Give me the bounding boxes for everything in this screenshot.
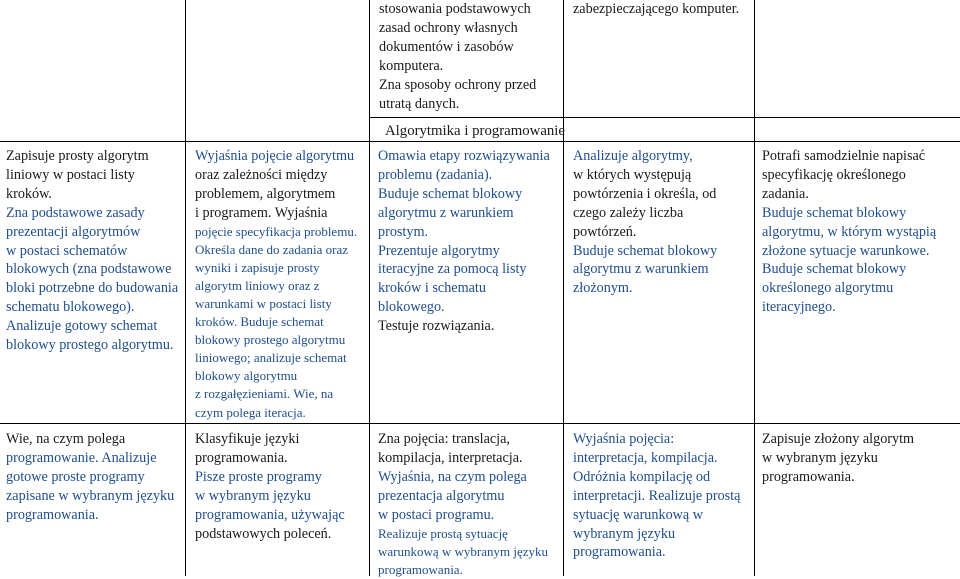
cell-line: gotowe proste programy (6, 468, 145, 485)
cell-line: Analizuje algorytmy, (573, 148, 693, 164)
cell-line: Buduje schemat blokowy (573, 242, 718, 259)
cell-line: interpretacji. Realizuje prostą (573, 487, 741, 504)
cell-line: zabezpieczającego komputer. (573, 1, 740, 17)
cell-line: Zna pojęcia: translacja, (378, 431, 510, 447)
programowanie-col1 (6, 430, 174, 525)
algorytmika-col3 (378, 147, 550, 336)
cell-line: w wybranym języku (762, 449, 878, 466)
cell-line: algorytm liniowy oraz z (195, 277, 320, 293)
cell-line: Zapisuje złożony algorytm (762, 431, 915, 447)
cell-line: programowania. (6, 506, 99, 523)
cell-line: stosowania podstawowych (379, 1, 531, 17)
cell-line: kroków i schematu (378, 280, 486, 297)
cell-line: interpretacja, kompilacja. (573, 449, 718, 466)
cell-line: liniowy w postaci listy (6, 166, 135, 183)
cell-line: blokowych (zna podstawowe (6, 261, 172, 278)
cell-line: blokowego. (378, 299, 445, 316)
cell-line: złożone sytuacje warunkowe. (762, 242, 930, 259)
cell-line: zasad ochrony własnych (379, 19, 518, 36)
cell-line: określonego algorytmu (762, 280, 894, 297)
cell-line: Testuje rozwiązania. (378, 318, 495, 335)
cell-line: bloki potrzebne do budowania (6, 280, 179, 297)
cell-line: w których występują (573, 166, 692, 183)
cell-line: pojęcie specyfikacja problemu. (195, 223, 358, 239)
cell-line: Zna sposoby ochrony przed (379, 76, 537, 93)
cell-line: schematu blokowego). (6, 299, 135, 316)
programowanie-col5 (762, 430, 914, 487)
cell-line: Zna podstawowe zasady (6, 204, 145, 221)
algorytmika-col5 (762, 147, 936, 317)
programowanie-col4 (573, 430, 740, 562)
cell-line: algorytmu, w którym wystąpią (762, 223, 937, 240)
cell-line: Pisze proste programy (195, 468, 322, 485)
cell-line: komputera. (379, 57, 444, 74)
grid-line (0, 141, 960, 142)
cell-line: wyniki i zapisuje prosty (195, 259, 320, 275)
cell-line: blokowy prostego algorytmu (195, 332, 346, 348)
cell-line: z rozgałęzieniami. Wie, na (195, 386, 334, 402)
cell-line: iteracyjne za pomocą listy (378, 261, 527, 278)
algorytmika-col1 (6, 147, 178, 355)
cell-line: kroków. (6, 185, 52, 202)
cell-line: warunkową w wybranym języku (378, 543, 549, 559)
grid-line (0, 423, 960, 424)
cell-line: kompilacja, interpretacja. (378, 449, 523, 466)
cell-line: utratą danych. (379, 95, 460, 112)
algorytmika-col2 (195, 147, 357, 422)
cell-line: Wie, na czym polega (6, 431, 126, 447)
cell-line: Wyjaśnia, na czym polega (378, 468, 527, 485)
cell-line: czego zależy liczba (573, 204, 684, 221)
cell-line: Klasyfikuje języki (195, 431, 300, 447)
cell-line: powtórzenia i określa, od (573, 185, 717, 202)
cell-line: algorytmu z warunkiem (378, 204, 514, 221)
cell-line: prezentacji algorytmów (6, 223, 141, 240)
algorytmika-col4 (573, 147, 717, 298)
top-row-col3 (379, 0, 536, 113)
cell-line: specyfikację określonego (762, 166, 906, 183)
cell-line: warunkami w postaci listy (195, 296, 332, 311)
cell-line: wybranym języku (573, 525, 676, 542)
cell-line: zadania. (762, 185, 809, 202)
cell-line: programowania. (762, 468, 855, 485)
cell-line: Odróżnia kompilację od (573, 468, 711, 485)
cell-line: w postaci schematów (6, 242, 128, 259)
cell-line: Analizuje gotowy schemat (6, 318, 158, 335)
cell-line: Buduje schemat blokowy (378, 185, 523, 202)
cell-line: dokumentów i zasobów (379, 38, 514, 55)
cell-line: prezentacja algorytmu (378, 487, 505, 504)
cell-line: czym polega iteracja. (195, 404, 306, 420)
cell-line: Omawia etapy rozwiązywania (378, 148, 550, 164)
cell-line: Buduje schemat blokowy (762, 261, 907, 278)
cell-line: programowania. (378, 561, 463, 577)
section-header: Algorytmika i programowanie (385, 123, 565, 139)
cell-line: programowania, używając (195, 506, 345, 523)
cell-line: kroków. Buduje schemat (195, 314, 324, 330)
cell-line: prostym. (378, 223, 429, 240)
cell-line: problemem, algorytmem (195, 185, 336, 202)
cell-line: liniowego; analizuje schemat (195, 350, 347, 366)
grid-line (563, 0, 564, 576)
cell-line: w postaci programu. (378, 506, 495, 523)
cell-line: oraz zależności między (195, 166, 328, 183)
cell-line: w wybranym języku (195, 487, 311, 504)
cell-line: problemu (zadania). (378, 166, 493, 183)
grid-line (754, 0, 755, 576)
cell-line: Wyjaśnia pojęcie algorytmu (195, 148, 355, 164)
cell-line: programowania. (573, 544, 666, 561)
cell-line: sytuację warunkową w (573, 506, 704, 523)
cell-line: programowanie. Analizuje (6, 449, 157, 466)
cell-line: blokowy prostego algorytmu. (6, 337, 174, 354)
cell-line: Określa dane do zadania oraz (195, 241, 349, 257)
cell-line: podstawowych poleceń. (195, 525, 332, 542)
programowanie-col3 (378, 430, 548, 579)
cell-line: blokowy algorytmu (195, 368, 298, 384)
top-row-col4 (573, 0, 739, 19)
cell-line: Wyjaśnia pojęcia: (573, 431, 675, 447)
cell-line: programowania. (195, 449, 288, 466)
grid-line (185, 0, 186, 576)
cell-line: iteracyjnego. (762, 299, 836, 316)
grid-line (369, 117, 960, 118)
programowanie-col2 (195, 430, 345, 543)
cell-line: zapisane w wybranym języku (6, 487, 175, 504)
cell-line: złożonym. (573, 280, 633, 297)
cell-line: Zapisuje prosty algorytm (6, 148, 149, 164)
cell-line: i programem. Wyjaśnia (195, 204, 328, 221)
cell-line: powtórzeń. (573, 223, 637, 240)
cell-line: Buduje schemat blokowy (762, 204, 907, 221)
grid-line (369, 0, 370, 576)
cell-line: Prezentuje algorytmy (378, 242, 500, 259)
cell-line: algorytmu z warunkiem (573, 261, 709, 278)
cell-line: Potrafi samodzielnie napisać (762, 148, 926, 164)
cell-line: Realizuje prostą sytuację (378, 525, 508, 541)
